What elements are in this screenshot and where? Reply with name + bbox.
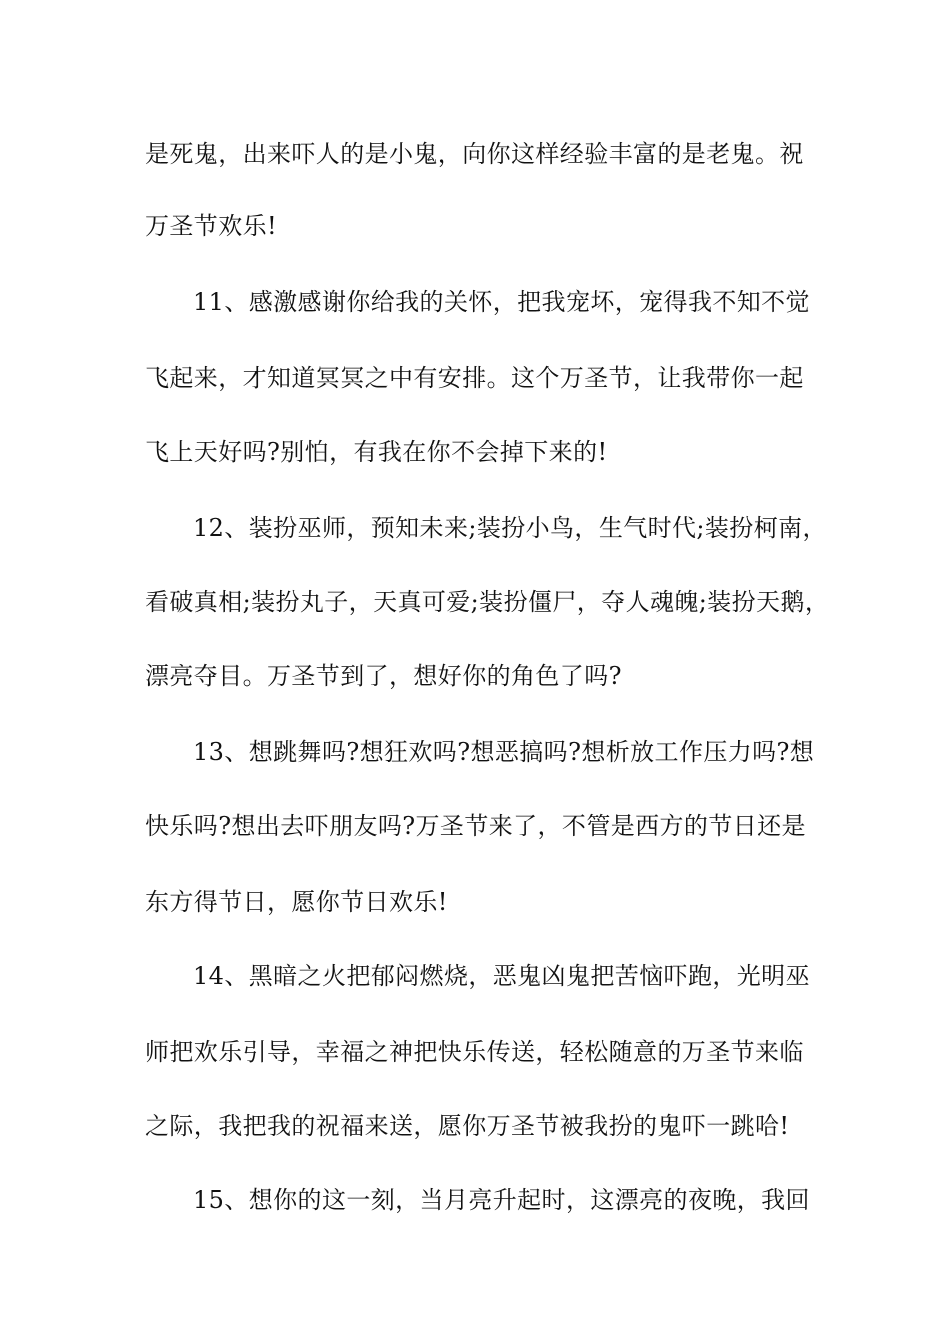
text-line: 飞起来，才知道冥冥之中有安排。这个万圣节，让我带你一起 [145, 364, 804, 392]
text-line: 漂亮夺目。万圣节到了，想好你的角色了吗? [145, 662, 622, 690]
paragraph-13-start: 13、想跳舞吗?想狂欢吗?想恶搞吗?想析放工作压力吗?想 [193, 738, 815, 766]
text-line: 快乐吗?想出去吓朋友吗?万圣节来了，不管是西方的节日还是 [145, 812, 806, 840]
text-line: 之际，我把我的祝福来送，愿你万圣节被我扮的鬼吓一跳哈! [145, 1112, 790, 1140]
paragraph-15-start: 15、想你的这一刻，当月亮升起时，这漂亮的夜晚，我回 [193, 1186, 810, 1214]
paragraph-11-start: 11、感激感谢你给我的关怀，把我宠坏，宠得我不知不觉 [193, 288, 810, 316]
paragraph-14-start: 14、黑暗之火把郁闷燃烧，恶鬼凶鬼把苦恼吓跑，光明巫 [193, 962, 810, 990]
text-line: 师把欢乐引导，幸福之神把快乐传送，轻松随意的万圣节来临 [145, 1038, 804, 1066]
text-line: 飞上天好吗?别怕，有我在你不会掉下来的! [145, 438, 608, 466]
text-line: 万圣节欢乐! [145, 212, 278, 240]
paragraph-12-start: 12、装扮巫师，预知未来;装扮小鸟，生气时代;装扮柯南， [193, 514, 827, 542]
text-line: 是死鬼，出来吓人的是小鬼，向你这样经验丰富的是老鬼。祝 [145, 140, 804, 168]
text-line: 东方得节日，愿你节日欢乐! [145, 888, 448, 916]
text-line: 看破真相;装扮丸子，天真可爱;装扮僵尸，夺人魂魄;装扮天鹅， [145, 588, 830, 616]
